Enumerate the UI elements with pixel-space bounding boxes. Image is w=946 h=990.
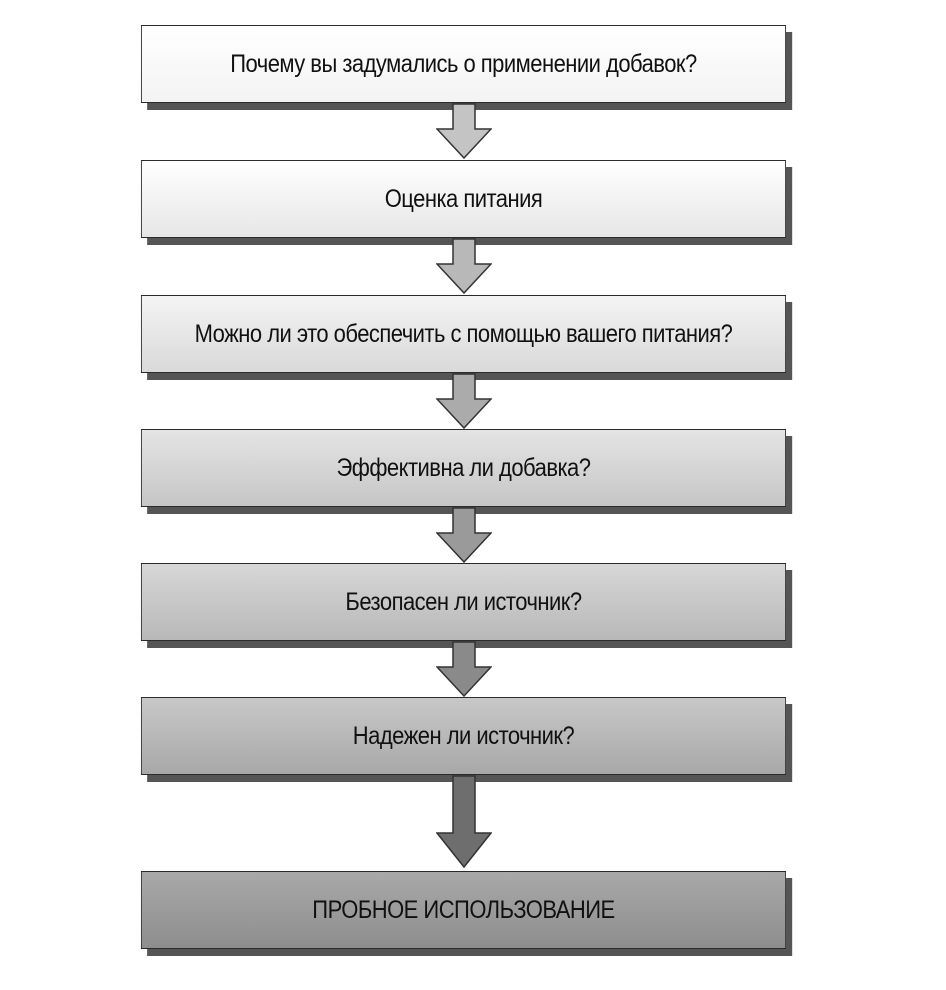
step-diet-provision — [141, 295, 786, 373]
step-why-supplements — [141, 25, 786, 103]
step-nutrition-assessment — [141, 160, 786, 238]
down-arrow-icon — [436, 103, 492, 159]
step-label: Почему вы задумались о применении добавок? — [230, 49, 697, 78]
down-arrow-icon — [436, 373, 492, 429]
step-source-safe — [141, 563, 786, 641]
step-trial-use — [141, 871, 786, 949]
down-arrow-icon — [436, 507, 492, 563]
step-label: Безопасен ли источник? — [345, 587, 582, 616]
down-arrow-icon — [436, 641, 492, 697]
step-label: Надежен ли источник? — [352, 721, 575, 750]
step-label: Эффективна ли добавка? — [336, 453, 591, 482]
step-supplement-effective — [141, 429, 786, 507]
step-source-reliable — [141, 697, 786, 775]
down-arrow-icon — [436, 775, 492, 869]
step-label: Можно ли это обеспечить с помощью вашего питания? — [194, 319, 733, 348]
step-label: ПРОБНОЕ ИСПОЛЬЗОВАНИЕ — [312, 895, 615, 924]
down-arrow-icon — [436, 238, 492, 294]
step-label: Оценка питания — [384, 184, 543, 213]
